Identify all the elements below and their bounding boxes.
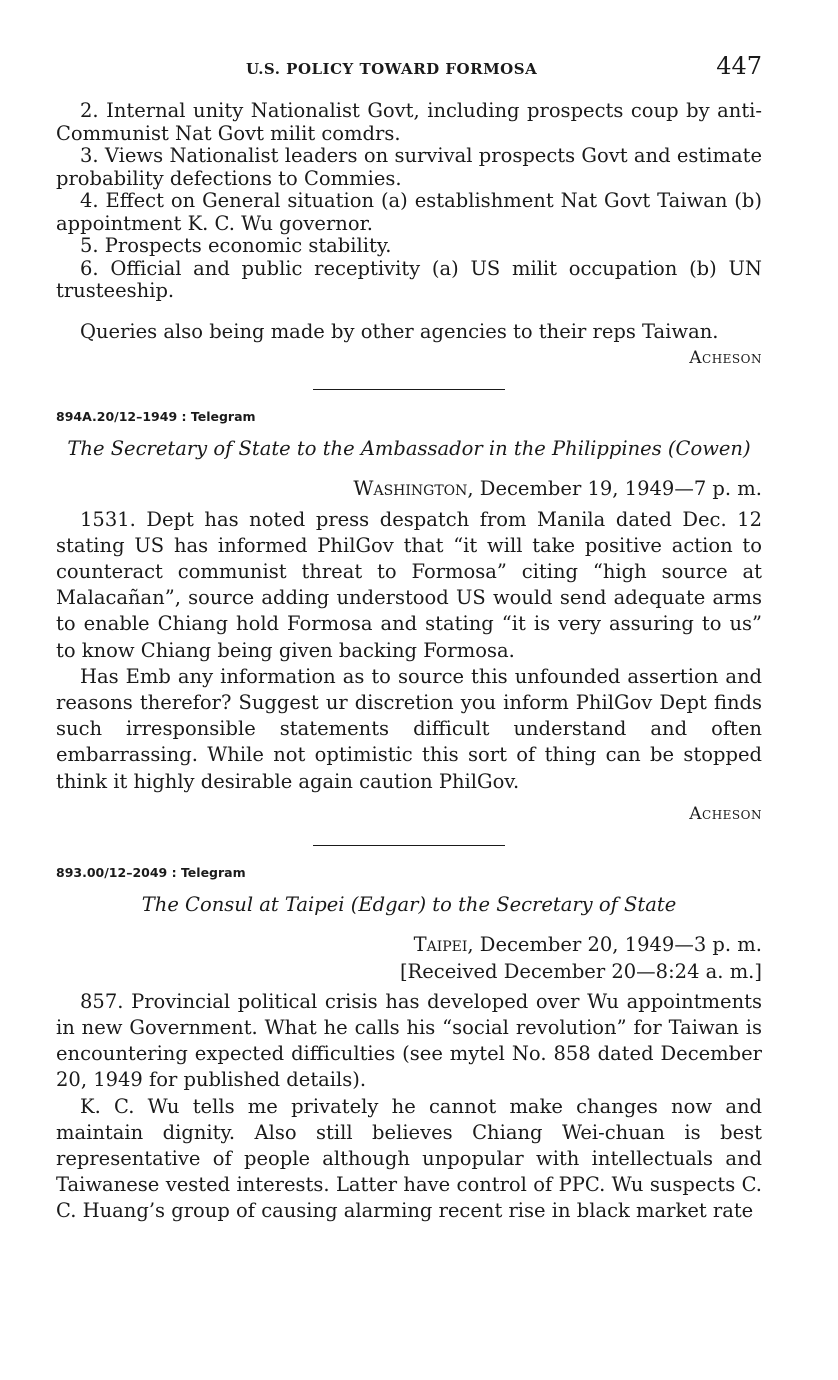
received-line: [Received December 20—8:24 a. m.] bbox=[399, 959, 762, 983]
paragraph: K. C. Wu tells me privately he cannot make changes now and maintain dignity. Also still believes Chiang Wei-chuan is best representative of people although unpopular with intellectuals and Taiwanese vested interests. Latter have control of PPC. Wu suspects C. C. Huang’s group of causing alarming recent rise in black market rate bbox=[56, 1094, 762, 1223]
paragraph: 857. Provincial political crisis has developed over Wu appointments in new Government. What he calls his “social revolution” for Taiwan is encountering expected difficulties (see mytel No. 858 dated December 20, 1949 for published details). bbox=[56, 989, 762, 1092]
body-text bbox=[56, 100, 762, 1225]
queries-paragraph: Queries also being made by other agencies to their reps Taiwan. bbox=[80, 319, 719, 343]
dateline-place: Washington, bbox=[353, 477, 474, 501]
page-header bbox=[56, 52, 762, 88]
list-item: 2. Internal unity Nationalist Govt, including prospects coup by anti-Communist Nat Govt milit comdrs. bbox=[56, 99, 762, 145]
paragraph: Has Emb any information as to source this unfounded assertion and reasons therefor? Suggest ur discretion you inform PhilGov Dept finds such irresponsible statements difficult understand and often embarrassing. While not optimistic this sort of thing can be stopped think it highly desirable again caution PhilGov. bbox=[56, 664, 762, 793]
dateline-place: Taipei, bbox=[413, 933, 474, 957]
list-item: 6. Official and public receptivity (a) US milit occupation (b) UN trusteeship. bbox=[56, 256, 762, 302]
document-title: The Consul at Taipei (Edgar) to the Secretary of State bbox=[141, 893, 677, 917]
dateline-date: December 19, 1949—7 p. m. bbox=[473, 477, 762, 501]
page-number: 447 bbox=[716, 52, 762, 80]
dateline bbox=[56, 932, 762, 958]
signature: Acheson bbox=[689, 347, 762, 368]
list-item: 5. Prospects economic stability. bbox=[80, 234, 392, 257]
dateline bbox=[56, 476, 762, 502]
list-item: 3. Views Nationalist leaders on survival prospects Govt and estimate probability defections to Commies. bbox=[56, 144, 762, 190]
running-head: U.S. POLICY TOWARD FORMOSA bbox=[246, 60, 538, 78]
document-title: The Secretary of State to the Ambassador in the Philippines (Cowen) bbox=[67, 437, 751, 461]
paragraph: 1531. Dept has noted press despatch from Manila dated Dec. 12 stating US has informed PhilGov that “it will take positive action to counteract communist threat to Formosa” citing “high source at Malacañan”, source adding understood US would send adequate arms to enable Chiang hold Formosa and stating “it is very assuring to us” to know Chiang being given backing Formosa. bbox=[56, 507, 762, 662]
file-code: 893.00/12–2049 : Telegram bbox=[56, 864, 246, 880]
dateline-date: December 20, 1949—3 p. m. bbox=[473, 933, 762, 957]
list-item: 4. Effect on General situation (a) establishment Nat Govt Taiwan (b) appointment K. C. Wu governor. bbox=[56, 189, 762, 235]
section-divider bbox=[313, 845, 505, 846]
section-divider bbox=[313, 389, 505, 390]
file-code: 894A.20/12–1949 : Telegram bbox=[56, 408, 256, 424]
signature: Acheson bbox=[689, 803, 762, 824]
